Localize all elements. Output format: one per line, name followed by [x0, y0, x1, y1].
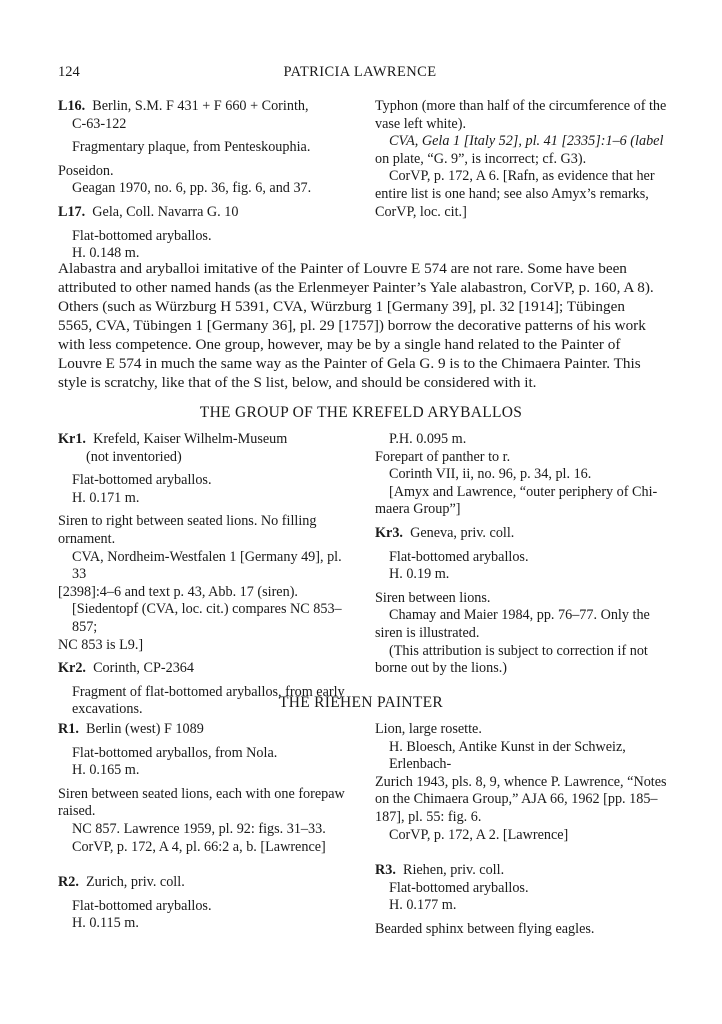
page-header — [58, 64, 662, 81]
catalog-entry-l16: L16. Berlin, S.M. F 431 + F 660 + Corinth, — [58, 98, 309, 114]
section-heading-krefeld: THE GROUP OF THE KREFELD ARYBALLOS — [199, 404, 523, 421]
riehen-right-column: Lion, large rosette. H. Bloesch, Antike Kunst in der Schweiz, Erlenbach- Zurich 1943, pls. 8, 9, whence P. Lawrence, “Notes on the Chimaera Group,” AJA 66, 1962 [pp. 185– 187], pl. 55: fig. 6. CorVP, p. 172, A 2. [Lawrence] R3. Riehen, priv. coll. Flat-bottomed aryballos. H. 0.177 m. Bearded sphinx between flying eagles. — [375, 721, 667, 937]
running-head: PATRICIA LAWRENCE — [283, 64, 437, 80]
page-number: 124 — [58, 64, 80, 80]
krefeld-left-column: Kr1. Krefeld, Kaiser Wilhelm-Museum (not inventoried) Flat-bottomed aryballos. H. 0.171 m. Siren to right between seated lions. No filling ornament. CVA, Nordheim-Westfalen 1 [Germany 49], pl. 33 [2398]:4–6 and text p. 43, Abb. 17 (siren). [Siedentopf (CVA, loc. cit.) compares NC 853–857; NC 853 is L9.] Kr2. Corinth, CP-2364 Fragment of flat-bottomed aryballos, from early excavations. — [58, 431, 345, 718]
body-paragraph: Alabastra and aryballoi imitative of the Painter of Louvre E 574 are not rare. Some have been attributed to other named hands (as the Erlenmeyer Painter’s Yale alabastron, CorVP, p. 160, A 8). Others (such as Würzburg H 5391, CVA, Würzburg 1 [Germany 39], pl. 32 [1914]; Tübingen 5565, CVA, Tübingen 1 [Germany 36], pl. 29 [1757]) borrow the decorative patterns of his work with less competence. One group, however, may be by a single hand related to the Painter of Louvre E 574 in much the same way as the Painter of Gela G. 9 is to the Chimaera Painter. This style is scratchy, like that of the S list, below, and should be considered with it. — [58, 260, 654, 391]
catalog-entry-l17: L17. Gela, Coll. Navarra G. 10 — [58, 203, 239, 220]
top-right-column: Typhon (more than half of the circumference of the vase left white). CVA, Gela 1 [Italy 52], pl. 41 [2335]:1–6 (label on plate, “G. 9”, is incorrect; cf. G3). CorVP, p. 172, A 6. [Rafn, as evidence that her entire list is one hand; see also Amyx’s remarks, CorVP, loc. cit.] — [375, 98, 667, 220]
section-heading-riehen: THE RIEHEN PAINTER — [278, 694, 444, 711]
top-left-column: L16. Berlin, S.M. F 431 + F 660 + Corinth, C-63-122 Fragmentary plaque, from Penteskouphia. Poseidon. Geagan 1970, no. 6, pp. 36, fig. 6, and 37. L17. Gela, Coll. Navarra G. 10 Flat-bottomed aryballos. H. 0.148 m. — [58, 98, 358, 263]
riehen-left-column: R1. Berlin (west) F 1089 Flat-bottomed aryballos, from Nola. H. 0.165 m. Siren between seated lions, each with one forepaw raised. NC 857. Lawrence 1959, pl. 92: figs. 31–33. CorVP, p. 172, A 4, pl. 66:2 a, b. [Lawrence] R2. Zurich, priv. coll. Flat-bottomed aryballos. H. 0.115 m. — [58, 721, 345, 932]
krefeld-right-column: P.H. 0.095 m. Forepart of panther to r. Corinth VII, ii, no. 96, p. 34, pl. 16. [Amyx and Lawrence, “outer periphery of Chi- maera Group”] Kr3. Geneva, priv. coll. Flat-bottomed aryballos. H. 0.19 m. Siren between lions. Chamay and Maier 1984, pp. 76–77. Only the siren is illustrated. (This attribution is subject to correction if not borne out by the lions.) — [375, 431, 658, 677]
